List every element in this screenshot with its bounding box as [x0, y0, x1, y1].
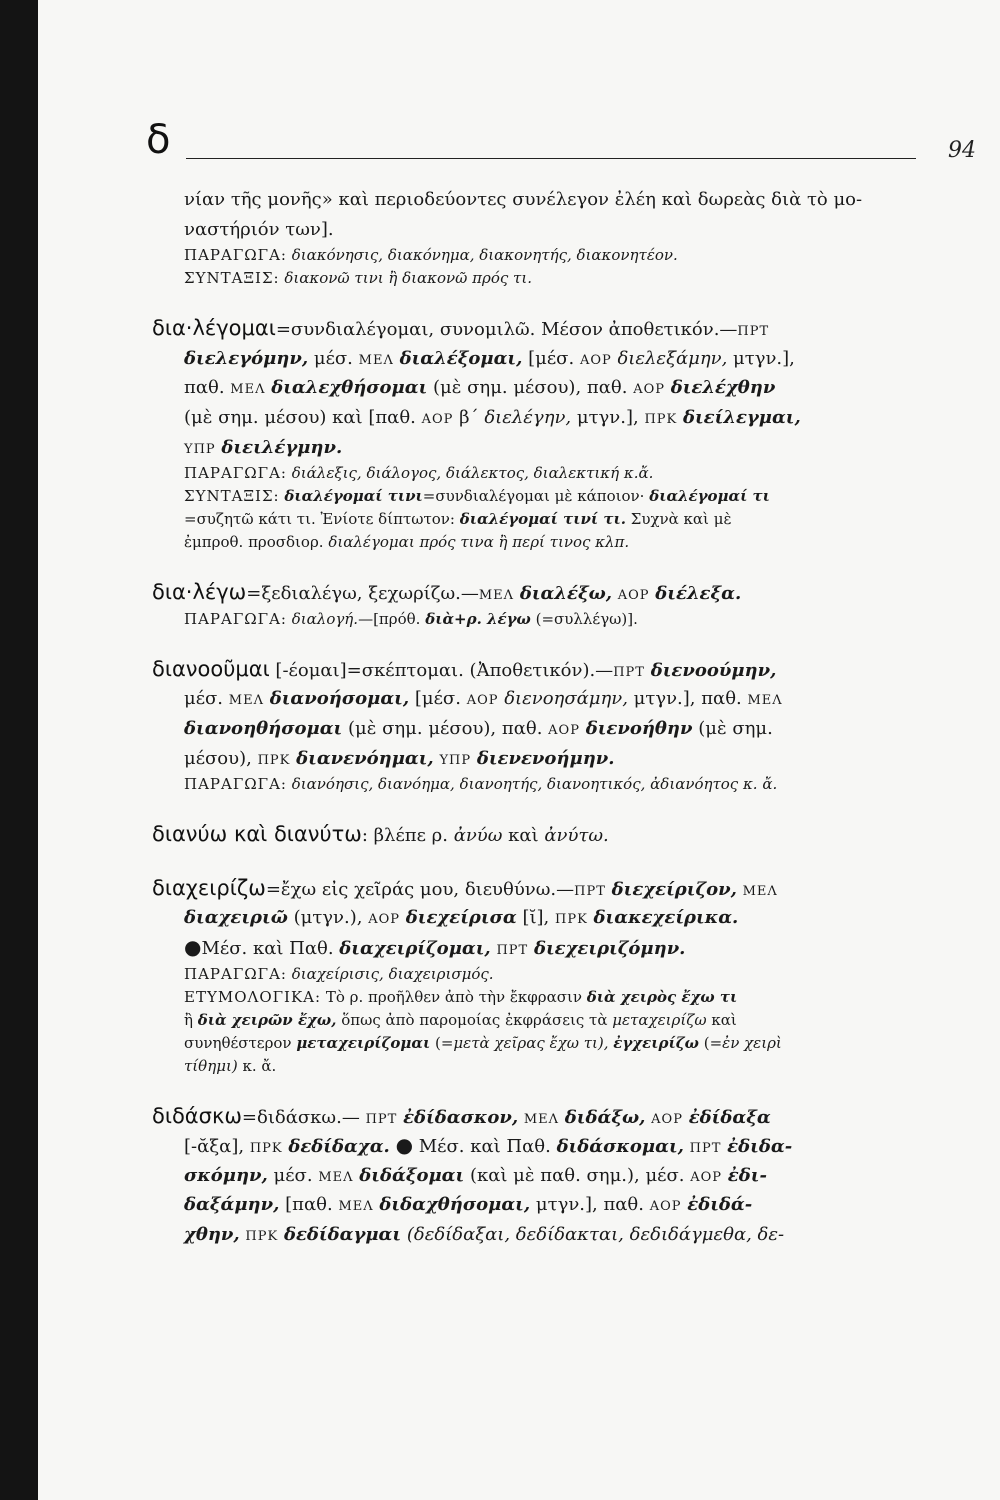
bullet-icon: ● — [395, 1133, 414, 1158]
headword: διδάσκω — [152, 1103, 242, 1128]
text-line: [-ᾰξα], ΠΡΚ δεδίδαχα. ● Μέσ. καὶ Παθ. διδάσκομαι, ΠΡΤ ἐδιδα- — [184, 1133, 793, 1158]
text-line: δαξάμην, [παθ. ΜΕΛ διδαχθήσομαι, μτγν.], παθ. ΑΟΡ ἐδιδά- — [184, 1194, 753, 1216]
text-line: διελεγόμην, μέσ. ΜΕΛ διαλέξομαι, [μέσ. ΑΟΡ διελεξάμην, μτγν.], — [184, 347, 795, 369]
etymologika-line: ΕΤΥΜΟΛΟΓΙΚΑ: Τὸ ρ. προῆλθεν ἀπὸ τὴν ἔκφρασιν διὰ χειρὸς ἔχω τι — [184, 987, 738, 1006]
bullet-icon: ● — [184, 934, 202, 959]
entry-first-line: διανοοῦμαι [-έομαι]=σκέπτομαι. (Ἀποθετικόν).—ΠΡΤ διενοούμην, — [152, 656, 777, 681]
paragoga-line: ΠΑΡΑΓΩΓΑ: διανόησις, διανόημα, διανοητής, διανοητικός, ἀδιανόητος κ. ἄ. — [184, 775, 778, 794]
headword: διανύω καὶ διανύτω — [152, 822, 362, 847]
text-line: διανοηθήσομαι (μὲ σημ. μέσου), παθ. ΑΟΡ διενοήθην (μὲ σημ. — [184, 717, 773, 739]
text-line: μέσου), ΠΡΚ διανενόημαι, ΥΠΡ διενενοήμην. — [184, 747, 615, 769]
text-line: ●Μέσ. καὶ Παθ. διαχειρίζομαι, ΠΡΤ διεχειριζόμην. — [184, 934, 686, 959]
entry-first-line: διδάσκω=διδάσκω.— ΠΡΤ ἐδίδασκον, ΜΕΛ διδάξω, ΑΟΡ ἐδίδαξα — [152, 1103, 771, 1128]
entry-dianooumai — [152, 655, 968, 796]
text-line: ἐμπροθ. προσδιορ. διαλέγομαι πρός τινα ἢ περί τινος κλπ. — [184, 533, 630, 552]
text-line: ναστήριόν των]. — [184, 218, 334, 240]
entry-diacheirizo — [152, 874, 968, 1078]
page-number: 94 — [948, 138, 976, 163]
text-line: ἢ διὰ χειρῶν ἔχω, ὅπως ἀπὸ παρομοίας ἐκφράσεις τὰ μεταχειρίζω καὶ — [184, 1010, 737, 1029]
headword: διανοοῦμαι — [152, 656, 270, 681]
paragoga-line: ΠΑΡΑΓΩΓΑ: διάλεξις, διάλογος, διάλεκτος, διαλεκτική κ.ἄ. — [184, 464, 654, 483]
section-letter: δ — [146, 117, 171, 163]
entry-first-line: δια·λέγω=ξεδιαλέγω, ξεχωρίζω.—ΜΕΛ διαλέξω, ΑΟΡ διέλεξα. — [152, 580, 742, 605]
dictionary-page — [38, 0, 1000, 1500]
paragoga-line: ΠΑΡΑΓΩΓΑ: διαλογή.—[πρόθ. διὰ+ρ. λέγω (=συλλέγω)]. — [184, 609, 638, 628]
headword: δια·λέγω — [152, 580, 247, 605]
text-line: (μὲ σημ. μέσου) καὶ [παθ. ΑΟΡ β΄ διελέγην, μτγν.], ΠΡΚ διείλεγμαι, — [184, 406, 801, 428]
text-line: τίθημι) κ. ἄ. — [184, 1056, 277, 1075]
header-rule — [186, 158, 916, 159]
text-line: μέσ. ΜΕΛ διανοήσομαι, [μέσ. ΑΟΡ διενοησάμην, μτγν.], παθ. ΜΕΛ — [184, 688, 783, 710]
entry-first-line: δια·λέγομαι=συνδιαλέγομαι, συνομιλῶ. Μέσον ἀποθετικόν.—ΠΡΤ — [152, 316, 770, 341]
text-line: σκόμην, μέσ. ΜΕΛ διδάξομαι (καὶ μὲ παθ. σημ.), μέσ. ΑΟΡ ἐδι- — [184, 1164, 767, 1186]
entry-first-line: διαχειρίζω=ἔχω εἰς χεῖράς μου, διευθύνω.—ΠΡΤ διεχείριζον, ΜΕΛ — [152, 875, 778, 900]
page-content — [152, 185, 968, 1273]
text-line: παθ. ΜΕΛ διαλεχθήσομαι (μὲ σημ. μέσου), παθ. ΑΟΡ διελέχθην — [184, 377, 776, 399]
syntaxis-line: ΣΥΝΤΑΞΙΣ: διαλέγομαί τινι=συνδιαλέγομαι μὲ κάποιον· διαλέγομαί τι — [184, 487, 770, 506]
text-line: ΥΠΡ διειλέγμην. — [184, 436, 343, 458]
syntaxis-line: ΣΥΝΤΑΞΙΣ: διακονῶ τινι ἢ διακονῶ πρός τι. — [184, 269, 532, 288]
entry-first-line: διανύω καὶ διανύτω: βλέπε ρ. ἀνύω καὶ ἀνύτω. — [152, 822, 609, 847]
text-line: νίαν τῆς μονῆς» καὶ περιοδεύοντες συνέλεγον ἐλέη καὶ δωρεὰς διὰ τὸ μο- — [184, 189, 863, 210]
text-line: =συζητῶ κάτι τι. Ἐνίοτε δίπτωτον: διαλέγομαί τινί τι. Συχνὰ καὶ μὲ — [184, 510, 732, 529]
text-line: συνηθέστερον μεταχειρίζομαι (=μετὰ χεῖρας ἔχω τι), ἐγχειρίζω (=ἐν χειρὶ — [184, 1033, 782, 1052]
page-header — [146, 116, 976, 172]
paragoga-line: ΠΑΡΑΓΩΓΑ: διακόνησις, διακόνημα, διακονητής, διακονητέον. — [184, 246, 678, 265]
entry-diakono-continuation — [152, 185, 968, 290]
headword: δια·λέγομαι — [152, 316, 276, 341]
entry-dialegomai — [152, 314, 968, 554]
entry-dialego — [152, 578, 968, 631]
text-line: χθην, ΠΡΚ δεδίδαγμαι (δεδίδαξαι, δεδίδακται, δεδιδάγμεθα, δε- — [184, 1223, 785, 1245]
text-line: διαχειριῶ (μτγν.), ΑΟΡ διεχείρισα [ῐ], ΠΡΚ διακεχείρικα. — [184, 907, 739, 929]
paragoga-line: ΠΑΡΑΓΩΓΑ: διαχείρισις, διαχειρισμός. — [184, 964, 494, 983]
entry-dianyo — [152, 820, 968, 850]
headword: διαχειρίζω — [152, 875, 266, 900]
entry-didasko — [152, 1102, 968, 1250]
